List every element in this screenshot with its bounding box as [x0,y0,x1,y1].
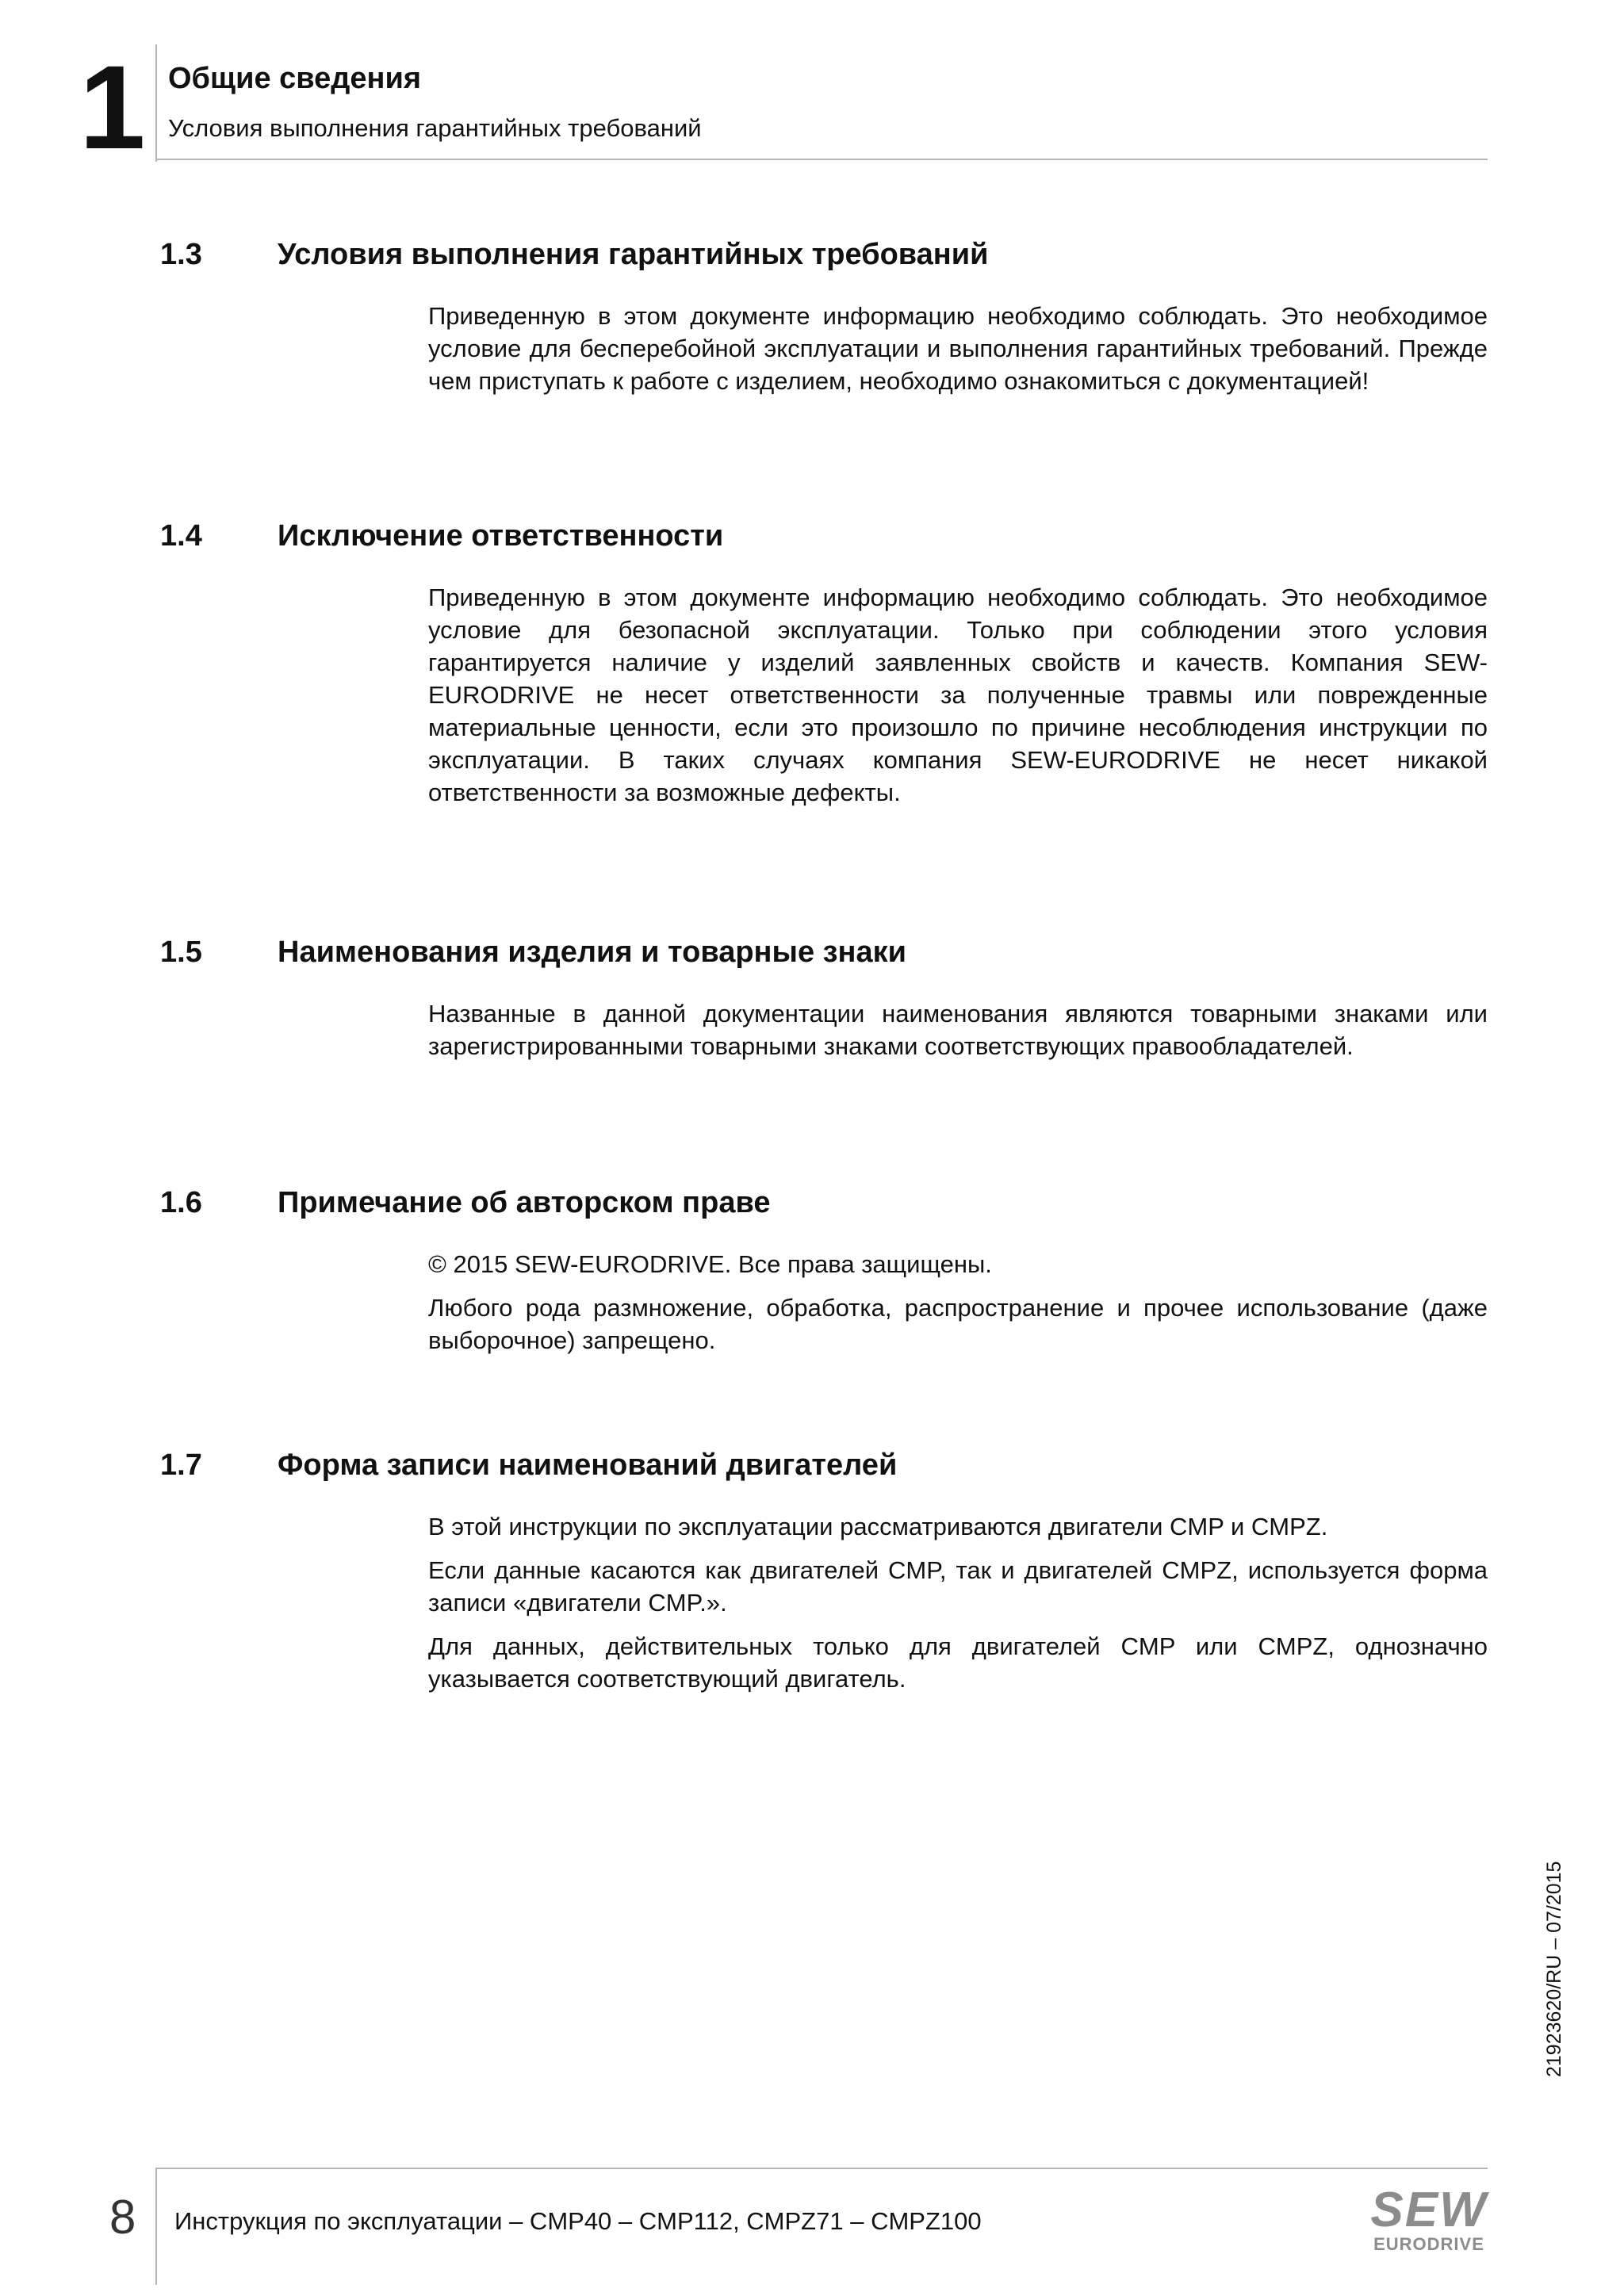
section-body [428,300,1488,408]
paragraph: Названные в данной документации наименования являются товарными знаками или зарегистрированными товарными знаками соответствующих правообладателей. [428,1000,1488,1060]
section-body [428,997,1488,1073]
header-subtitle: Условия выполнения гарантийных требований [168,114,702,142]
document-code: 21923620/RU – 07/2015 [1543,1861,1565,2077]
section-number: 1.5 [160,936,202,969]
header-divider [155,159,1488,160]
sew-eurodrive-logo [1369,2182,1489,2255]
section-number: 1.7 [160,1448,202,1482]
section-title: Примечание об авторском праве [278,1186,771,1219]
section-title: Форма записи наименований двигателей [278,1448,898,1482]
section-title: Исключение ответственности [278,519,724,553]
logo-line-1: SEW [1370,2183,1488,2237]
footer-vertical-rule [155,2168,157,2285]
header-vertical-rule [155,44,157,162]
paragraph: Если данные касаются как двигателей CMP, так и двигателей CMPZ, используется форма записи «двигатели CMP.». [428,1556,1488,1617]
paragraph: Для данных, действительных только для двигателей CMP или CMPZ, однозначно указывается соответствующий двигатель. [428,1632,1488,1693]
section-body [428,1510,1488,1706]
footer-divider [155,2168,1488,2169]
paragraph: В этой инструкции по эксплуатации рассматриваются двигатели CMP и CMPZ. [428,1513,1328,1540]
section-body [428,581,1488,820]
paragraph: © 2015 SEW-EURODRIVE. Все права защищены. [428,1250,992,1278]
paragraph: Любого рода размножение, обработка, распространение и прочее использование (даже выборочное) запрещено. [428,1294,1488,1354]
footer-title: Инструкция по эксплуатации – CMP40 – CMP112, CMPZ71 – CMPZ100 [174,2207,982,2235]
chapter-number: 1 [79,40,146,174]
section-number: 1.4 [160,519,202,553]
section-body [428,1248,1488,1368]
paragraph: Приведенную в этом документе информацию необходимо соблюдать. Это необходимое условие для безопасной эксплуатации. Только при соблюдении этого условия гарантируется наличие у изделий заявленных свойств и качеств. Компания SEW-EURODRIVE не несет ответственности за полученные травмы или поврежденные материальные ценности, если это произошло по причине несоблюдения инструкции по эксплуатации. В таких случаях компания SEW-EURODRIVE не несет никакой ответственности за возможные дефекты. [428,584,1488,806]
section-title: Наименования изделия и товарные знаки [278,936,907,969]
section-number: 1.3 [160,238,202,271]
section-title: Условия выполнения гарантийных требований [278,238,989,271]
header-title: Общие сведения [168,62,422,95]
section-number: 1.6 [160,1186,202,1219]
page-number: 8 [109,2191,136,2244]
logo-line-2: EURODRIVE [1373,2234,1484,2254]
paragraph: Приведенную в этом документе информацию необходимо соблюдать. Это необходимое условие для бесперебойной эксплуатации и выполнения гарантийных требований. Прежде чем приступать к работе с изделием, необходимо ознакомиться с документацией! [428,302,1488,395]
